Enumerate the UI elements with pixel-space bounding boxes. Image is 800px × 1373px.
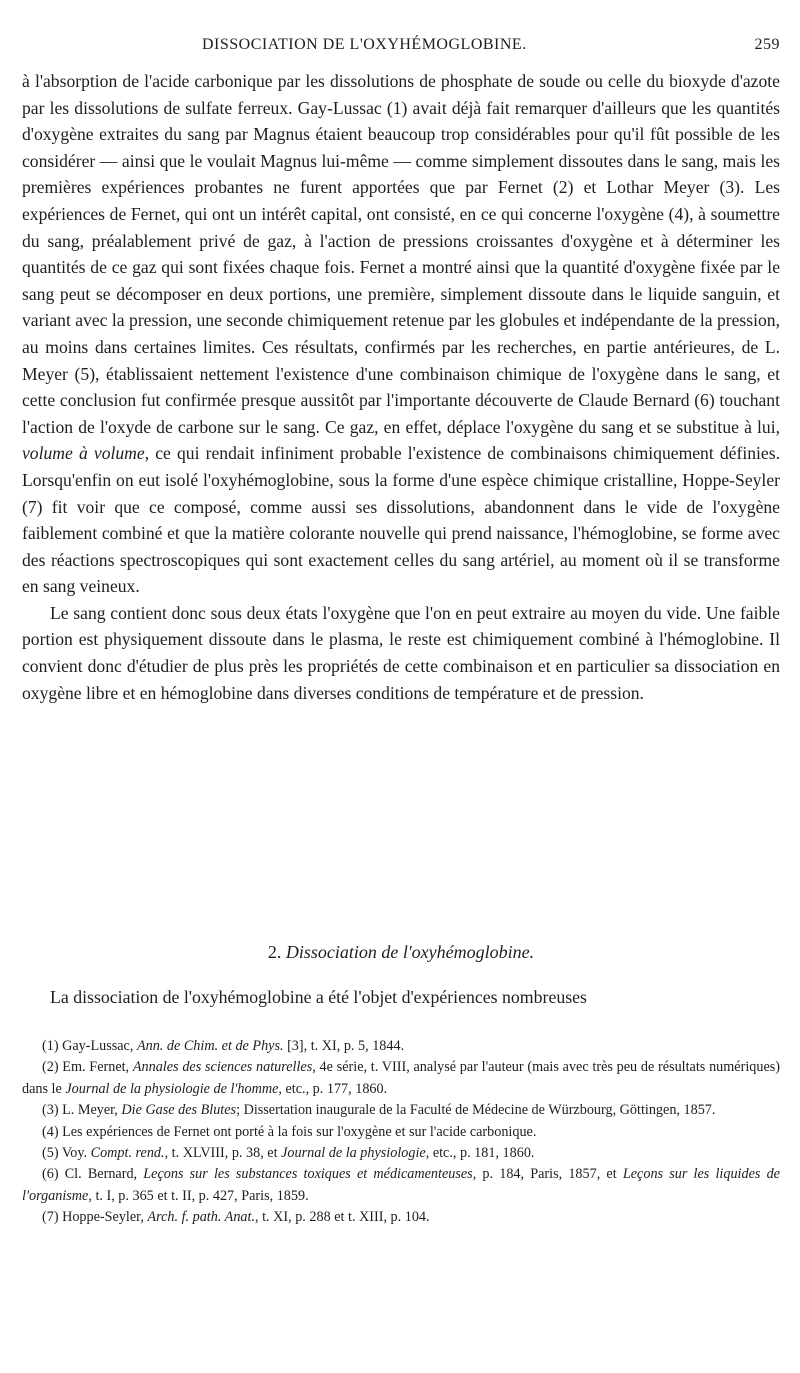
section-heading [22,942,780,963]
emphasis: volume à volume [22,443,145,464]
page-number: 259 [754,36,780,53]
running-header [22,36,780,60]
footnote: (1) Gay-Lussac, Ann. de Chim. et de Phys. [3], t. XI, p. 5, 1844. [42,1038,405,1054]
body-text [22,68,780,706]
footnote: (5) Voy. Compt. rend., t. XLVIII, p. 38, et Journal de la physiologie, etc., p. 181, 1860. [42,1145,535,1162]
footnote: (2) Em. Fernet, Annales des sciences naturelles, 4e série, t. VIII, analysé par l'auteur (mais avec très peu de résultats numériques) dans le Journal de la physiologie de l'homme, etc., p. 177, 1860. [22,1059,780,1097]
section-number: 2. [267,942,282,962]
footnotes [22,1036,780,1229]
footnote: (3) L. Meyer, Die Gase des Blutes; Dissertation inaugurale de la Faculté de Médecine de Würzbourg, Göttingen, 1857. [42,1102,716,1119]
footnote: (6) Cl. Bernard, Leçons sur les substances toxiques et médicamenteuses, p. 184, Paris, 1857, et Leçons sur les liquides de l'organisme, t. I, p. 365 et t. II, p. 427, Paris, 1859. [22,1166,780,1204]
section-title: Dissociation de l'oxyhémoglobine. [285,942,535,962]
section-lead-text: La dissociation de l'oxyhémoglobine a été l'objet d'expériences nombreuses [50,987,587,1007]
footnote: (4) Les expériences de Fernet ont porté à la fois sur l'oxygène et sur l'acide carbonique. [42,1123,537,1140]
paragraph: à l'absorption de l'acide carbonique par les dissolutions de phosphate de soude ou celle du bioxyde d'azote par les dissolutions de sulfate ferreux. Gay-Lussac (1) avait déjà fait remarquer d'ailleurs que les quantités d'oxygène extraites du sang par Magnus étaient beaucoup trop considérables pour qu'il fût possible de les considérer — ainsi que le voulait Magnus lui-même — comme simplement dissoutes dans le sang, mais les premières expériences probantes ne furent apportées que par Fernet (2) et Lothar Meyer (3). Les expériences de Fernet, qui ont un intérêt capital, ont consisté, en ce qui concerne l'oxygène (4), à soumettre du sang, préalablement privé de gaz, à l'action de pressions croissantes d'oxygène et à déterminer les quantités de ce gaz qui sont fixées chaque fois. Fernet a montré ainsi que la quantité d'oxygène fixée par le sang peut se décomposer en deux portions, une première, simplement dissoute dans le liquide sanguin, et variant avec la pression, une seconde chimiquement retenue par les globules et indépendante de la pression, au moins dans certaines limites. Ces résultats, confirmés par les recherches, en partie antérieures, de L. Meyer (5), établissaient nettement l'existence d'une combinaison chimique de l'oxygène dans le sang, et cette conclusion fut confirmée presque aussitôt par l'importante découverte de Claude Bernard (6) touchant l'action de l'oxyde de carbone sur le sang. Ce gaz, en effet, déplace l'oxygène du sang et se substitue à lui, volume à volume, ce qui rendait infiniment probable l'existence de combinaisons chimiquement définies. Lorsqu'enfin on eut isolé l'oxyhémoglobine, sous la forme d'une espèce chimique cristalline, Hoppe-Seyler (7) fit voir que ce composé, comme aussi ses dissolutions, abandonnent dans le vide de l'oxygène faiblement combiné et que la matière colorante nouvelle qui prend naissance, l'hémoglobine, se forme avec des réactions spectroscopiques qui sont exactement celles du sang artériel, au moment où il se transforme en sang veineux. [22,71,780,597]
running-title: DISSOCIATION DE L'OXYHÉMOGLOBINE. [202,36,527,53]
footnote: (7) Hoppe-Seyler, Arch. f. path. Anat., t. XI, p. 288 et t. XIII, p. 104. [42,1209,430,1226]
paragraph: Le sang contient donc sous deux états l'oxygène que l'on en peut extraire au moyen du vide. Une faible portion est physiquement dissoute dans le plasma, le reste est chimiquement combiné à l'hémoglobine. Il convient donc d'étudier de plus près les propriétés de cette combinaison et en particulier sa dissociation en oxygène libre et en hémoglobine dans diverses conditions de température et de pression. [22,602,780,703]
